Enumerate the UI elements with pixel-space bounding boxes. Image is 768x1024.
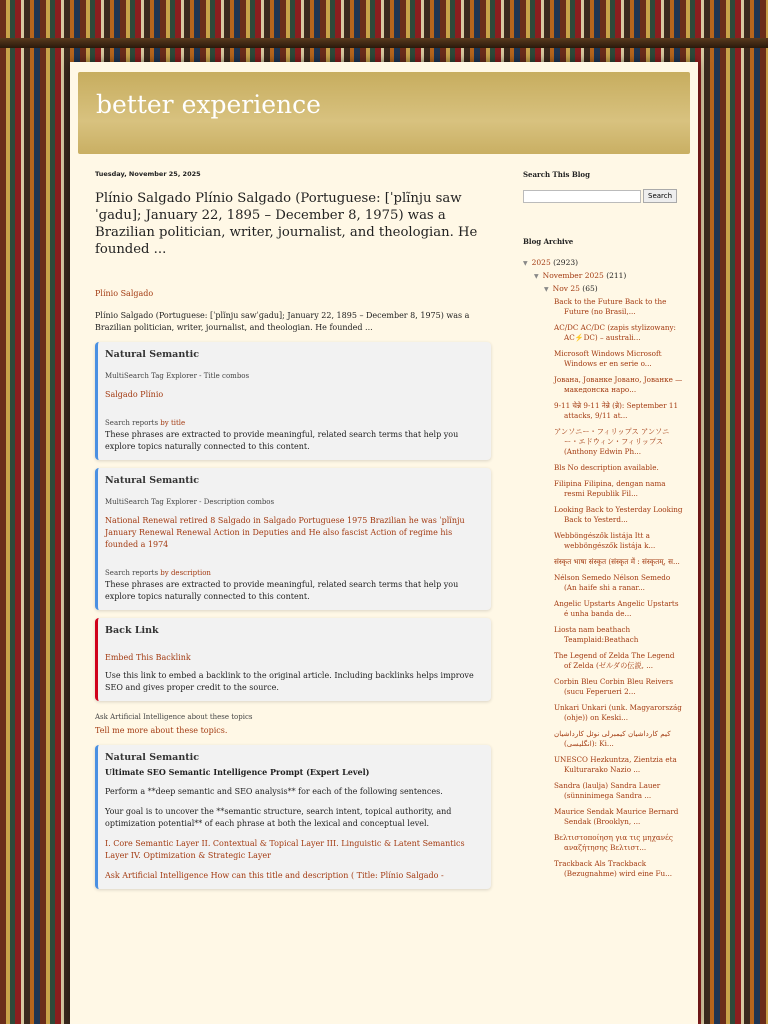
- archive-post-link[interactable]: Nélson Semedo Nélson Semedo (An haife shi a ranar...: [554, 573, 671, 592]
- search-reports-label: Search reports: [105, 569, 159, 577]
- archive-post-link[interactable]: アンソニー・フィリップス アンソニー・エドウィン・フィリップス (Anthony Edwin Ph...: [554, 427, 670, 456]
- expand-triangle-icon[interactable]: ▼: [523, 260, 528, 267]
- archive-year[interactable]: ▼ 2025 (2923): [523, 258, 579, 267]
- archive-post-link[interactable]: Βελτιστοποίηση για τις μηχανές αναζήτησης Βελτιστ...: [554, 833, 673, 852]
- archive-post-link[interactable]: Unkari Unkari (unk. Magyarország (ohje)) on Keski...: [554, 703, 682, 722]
- card-heading: Natural Semantic: [105, 475, 200, 486]
- card-heading: Natural Semantic: [105, 752, 200, 763]
- ask-ai-link[interactable]: Tell me more about these topics.: [95, 726, 228, 735]
- main-column: [95, 170, 491, 889]
- prompt-paragraph-1: Perform a **deep semantic and SEO analysis** for each of the following sentences.: [105, 787, 443, 796]
- search-input[interactable]: [523, 190, 641, 203]
- natural-semantic-title-card: [95, 342, 491, 460]
- card-subheading: MultiSearch Tag Explorer - Description combos: [105, 498, 275, 506]
- archive-post-link[interactable]: AC/DC AC/DC (zapis stylizowany: AC⚡DC) – australi...: [554, 323, 676, 342]
- prompt-paragraph-2: Your goal is to uncover the **semantic structure, search intent, topical authority, and optimization potential** of each phrase at both the lexical and conceptual level.: [105, 807, 452, 828]
- card-heading: Back Link: [105, 625, 159, 636]
- card-text: These phrases are extracted to provide meaningful, related search terms that help you explore topics naturally connected to this content.: [105, 430, 459, 451]
- blog-title[interactable]: better experience: [96, 90, 321, 119]
- search-reports-link[interactable]: by description: [160, 569, 211, 577]
- post-date: Tuesday, November 25, 2025: [95, 170, 201, 178]
- layers-link[interactable]: I. Core Semantic Layer II. Contextual & Topical Layer III. Linguistic & Latent Semantics Layer IV. Optimization & Strategic Layer: [105, 839, 465, 860]
- archive-post-link[interactable]: Angelic Upstarts Angelic Upstarts é unha banda de...: [554, 599, 679, 618]
- archive-post-link[interactable]: 9-11 चेन्ने 9-11 नेन्ने (न्ने): September 11 attacks, 9/11 at...: [554, 401, 679, 420]
- archive-post-link[interactable]: Maurice Sendak Maurice Bernard Sendak (Brooklyn, ...: [554, 807, 679, 826]
- post-title[interactable]: Plínio Salgado Plínio Salgado (Portuguese: [ˈplĩnju sawˈɡadu]; January 22, 1895 – December 8, 1975) was a Brazilian politician, writer, journalist, and theologian. He founded ...: [95, 191, 478, 257]
- tag-link[interactable]: Salgado Plínio: [105, 390, 164, 399]
- expand-triangle-icon[interactable]: ▼: [544, 286, 549, 293]
- card-subheading: MultiSearch Tag Explorer - Title combos: [105, 372, 250, 380]
- card-subheading: Ultimate SEO Semantic Intelligence Prompt (Expert Level): [105, 767, 370, 777]
- bookshelf-decoration: [0, 38, 768, 48]
- expand-triangle-icon[interactable]: ▼: [534, 273, 539, 280]
- ask-ai-label: Ask Artificial Intelligence about these topics: [95, 713, 253, 721]
- embed-backlink-link[interactable]: Embed This Backlink: [105, 653, 191, 662]
- archive-post-link[interactable]: संस्कृत भाषा संस्कृत (संस्कृत में : संस्कृतम्, स...: [554, 557, 680, 566]
- card-heading: Natural Semantic: [105, 349, 200, 360]
- search-form: [523, 189, 683, 203]
- archive-post-link[interactable]: Trackback Als Trackback (Bezugnahme) wird eine Fu...: [554, 859, 673, 878]
- archive-post-list: [554, 297, 683, 879]
- back-link-card: [95, 618, 491, 701]
- archive-post-link[interactable]: The Legend of Zelda The Legend of Zelda (ゼルダの伝説, ...: [554, 651, 675, 670]
- archive-post-link[interactable]: UNESCO Hezkuntza, Zientzia eta Kulturarako Nazio ...: [554, 755, 677, 774]
- archive-month[interactable]: ▼ November 2025 (211): [534, 271, 627, 280]
- tag-link[interactable]: National Renewal retired 8 Salgado in Salgado Portuguese 1975 Brazilian he was ˈplĩnju January Renewal Renewal Action in Deputies and He also fascist Action of regime his founded a 1974: [105, 516, 465, 549]
- search-reports-link[interactable]: by title: [160, 419, 186, 427]
- archive-post-link[interactable]: Liosta nam beathach Teamplaid:Beathach: [554, 625, 639, 644]
- archive-day[interactable]: ▼ Nov 25 (65): [544, 284, 598, 293]
- card-text: Use this link to embed a backlink to the original article. Including backlinks helps improve SEO and gives proper credit to the source.: [105, 671, 474, 692]
- archive-post-link[interactable]: Јована, Јованке Јовано, Јованке — македонска наро...: [554, 375, 683, 394]
- archive-post-link[interactable]: کیم کارداشیان کیمبرلی نوئل کارداشیان (انگلیسی): Ki...: [554, 729, 671, 748]
- archive-heading: Blog Archive: [523, 237, 574, 246]
- page-container: [70, 62, 698, 1024]
- post-snippet: Plínio Salgado (Portuguese: [ˈplĩnju sawˈɡadu]; January 22, 1895 – December 8, 1975) was a Brazilian politician, writer, journalist, and theologian. He founded ...: [95, 311, 470, 332]
- search-heading: Search This Blog: [523, 170, 590, 179]
- archive-post-link[interactable]: Corbin Bleu Corbin Bleu Reivers (sucu Feperueri 2...: [554, 677, 674, 696]
- archive-post-link[interactable]: Filipina Filipina, dengan nama resmi Republik Fil...: [554, 479, 666, 498]
- post-link[interactable]: Plínio Salgado: [95, 289, 154, 298]
- sidebar: [523, 170, 683, 885]
- blog-header: [78, 72, 690, 154]
- ask-ai-prompt-link[interactable]: Ask Artificial Intelligence How can this title and description ( Title: Plínio Salgado -: [105, 871, 444, 880]
- archive-post-link[interactable]: Microsoft Windows Microsoft Windows er en serie o...: [554, 349, 662, 368]
- archive-post-link[interactable]: Sandra (laulja) Sandra Lauer (sünninimega Sandra ...: [554, 781, 661, 800]
- archive-post-link[interactable]: Back to the Future Back to the Future (no Brasil,...: [554, 297, 667, 316]
- archive-post-link[interactable]: Looking Back to Yesterday Looking Back to Yesterd...: [554, 505, 683, 524]
- natural-semantic-description-card: [95, 468, 491, 610]
- seo-prompt-card: [95, 745, 491, 889]
- card-text: These phrases are extracted to provide meaningful, related search terms that help you explore topics naturally connected to this content.: [105, 580, 459, 601]
- search-reports-label: Search reports: [105, 419, 159, 427]
- archive-post-link[interactable]: Webböngészők listája Itt a webböngészők listája k...: [554, 531, 656, 550]
- search-button[interactable]: Search: [643, 189, 677, 203]
- archive-post-link[interactable]: Bls No description available.: [554, 463, 659, 472]
